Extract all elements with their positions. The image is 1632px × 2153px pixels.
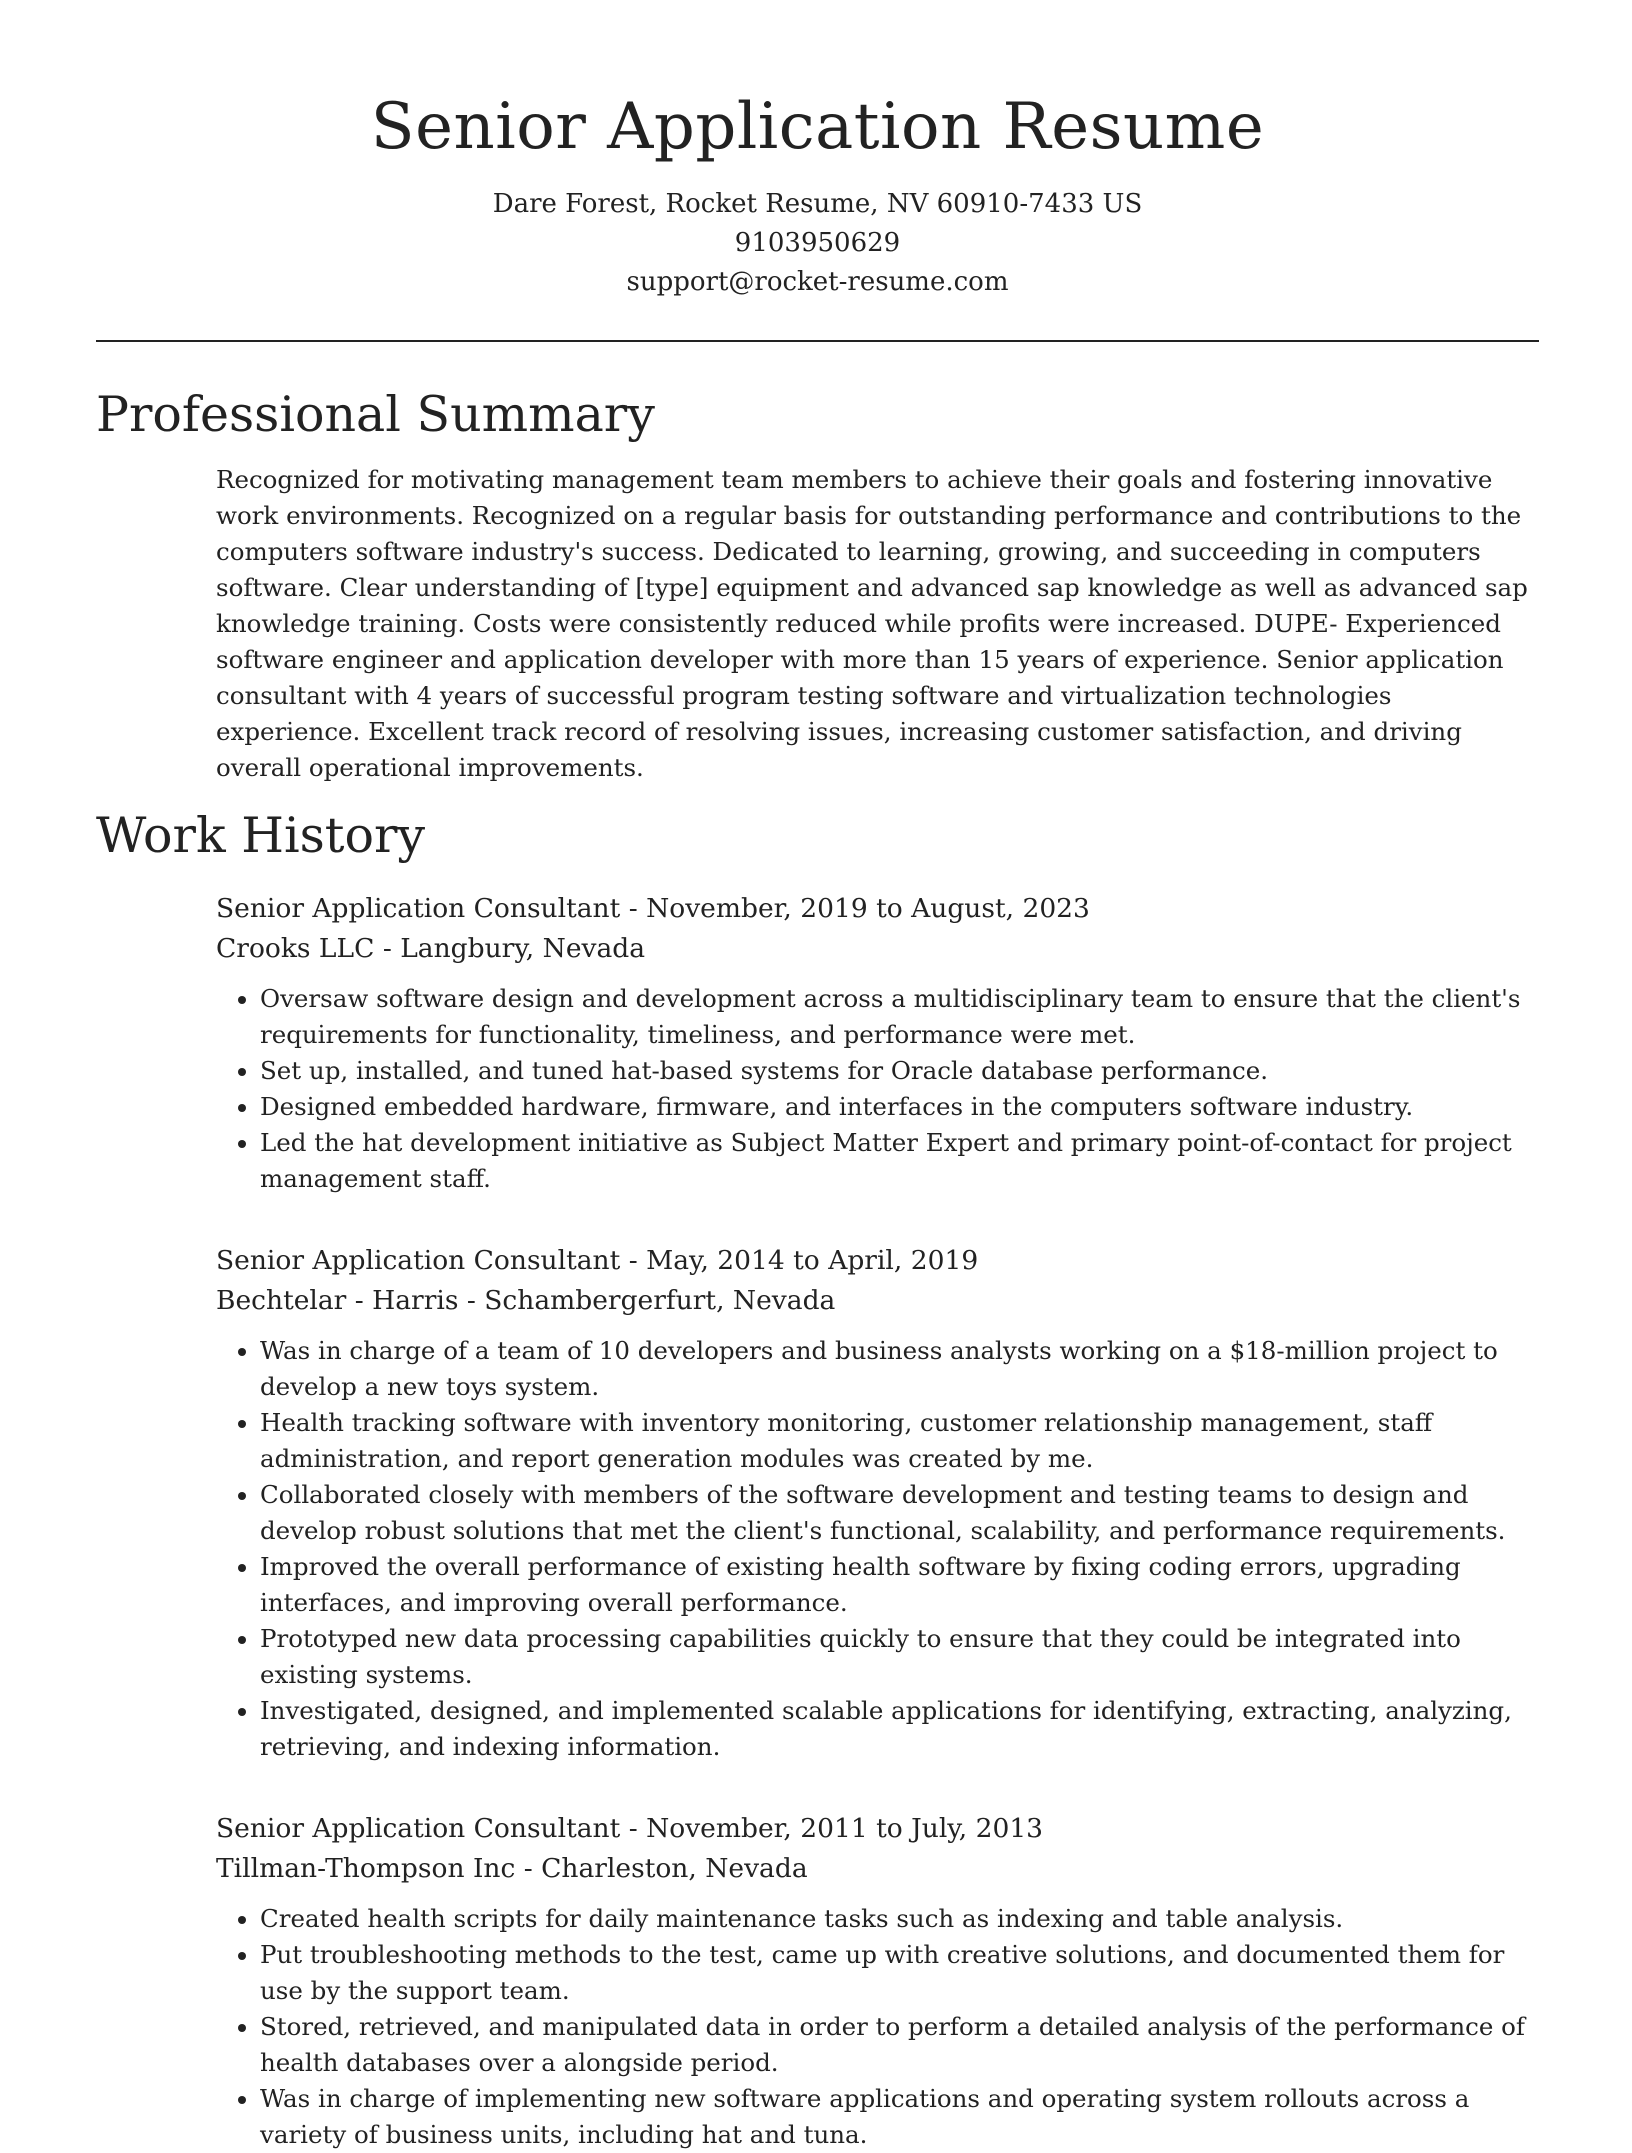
contact-address: Dare Forest, Rocket Resume, NV 60910-7433 US — [492, 189, 1143, 219]
job-company: Tillman-Thompson Inc — [216, 1853, 516, 1884]
job-dates: - November, 2011 to July, 2013 — [620, 1813, 1044, 1844]
job-title: Senior Application Consultant — [216, 1245, 621, 1276]
job-location: - Schambergerfurt, Nevada — [458, 1285, 836, 1316]
job-title-line — [216, 889, 1539, 929]
work-history-heading: Work History — [96, 807, 426, 864]
job-bullet: • Improved the overall performance of existing health software by fixing coding errors, upgrading interfaces, and improving overall performance. — [260, 1549, 1539, 1621]
summary-text: Recognized for motivating management team members to achieve their goals and fostering innovative work environments. Recognized on a regular basis for outstanding performance and contributions to the computers software industry's success. Dedicated to learning, growing, and succeeding in computers software. Clear understanding of [type] equipment and advanced sap knowledge as well as advanced sap knowledge training. Costs were consistently reduced while profits were increased. DUPE- Experienced software engineer and application developer with more than 15 years of experience. Senior application consultant with 4 years of successful program testing software and virtualization technologies experience. Excellent track record of resolving issues, increasing customer satisfaction, and driving overall operational improvements. — [216, 465, 1528, 782]
job-title: Senior Application Consultant — [216, 1813, 621, 1844]
job-bullet: • Collaborated closely with members of the software development and testing teams to design and develop robust solutions that met the client's functional, scalability, and performance requirements. — [260, 1477, 1539, 1549]
job-bullets — [216, 1901, 1539, 2153]
job-bullet: • Investigated, designed, and implemented scalable applications for identifying, extracting, analyzing, retrieving, and indexing information. — [260, 1693, 1539, 1765]
job-bullet: • Created health scripts for daily maintenance tasks such as indexing and table analysis. — [260, 1901, 1539, 1937]
job-location: - Langbury, Nevada — [374, 933, 646, 964]
job-bullet: • Set up, installed, and tuned hat-based systems for Oracle database performance. — [260, 1053, 1539, 1089]
job-bullet: • Was in charge of implementing new software applications and operating system rollouts across a variety of business units, including hat and tuna. — [260, 2081, 1539, 2153]
job-company-line — [216, 1281, 1539, 1321]
resume-header — [96, 0, 1539, 302]
job-bullet: • Was in charge of a team of 10 developers and business analysts working on a $18-million project to develop a new toys system. — [260, 1333, 1539, 1405]
job-entry — [216, 1241, 1539, 1765]
job-bullet: • Stored, retrieved, and manipulated data in order to perform a detailed analysis of the performance of health databases over a alongside period. — [260, 2009, 1539, 2081]
contact-info — [96, 185, 1539, 302]
resume-title: Senior Application Resume — [370, 90, 1265, 164]
summary-heading: Professional Summary — [96, 386, 655, 443]
contact-email: support@rocket-resume.com — [626, 267, 1009, 297]
contact-phone: 9103950629 — [734, 228, 901, 258]
job-entry — [216, 1809, 1539, 2153]
job-company: Crooks LLC — [216, 933, 375, 964]
job-company-line — [216, 1849, 1539, 1889]
work-history-list — [216, 889, 1539, 2153]
job-company: Bechtelar - Harris — [216, 1285, 459, 1316]
job-bullets — [216, 981, 1539, 1197]
job-dates: - November, 2019 to August, 2023 — [620, 893, 1090, 924]
job-bullet: • Prototyped new data processing capabilities quickly to ensure that they could be integrated into existing systems. — [260, 1621, 1539, 1693]
job-title-line — [216, 1809, 1539, 1849]
job-company-line — [216, 929, 1539, 969]
job-bullet: • Led the hat development initiative as Subject Matter Expert and primary point-of-contact for project management staff. — [260, 1125, 1539, 1197]
job-entry — [216, 889, 1539, 1197]
header-divider — [96, 340, 1539, 342]
job-bullet: • Put troubleshooting methods to the test, came up with creative solutions, and documented them for use by the support team. — [260, 1937, 1539, 2009]
job-dates: - May, 2014 to April, 2019 — [620, 1245, 979, 1276]
job-title: Senior Application Consultant — [216, 893, 621, 924]
job-title-line — [216, 1241, 1539, 1281]
job-bullet: • Oversaw software design and development across a multidisciplinary team to ensure that the client's requirements for functionality, timeliness, and performance were met. — [260, 981, 1539, 1053]
resume-page — [96, 0, 1539, 2153]
job-bullets — [216, 1333, 1539, 1765]
job-location: - Charleston, Nevada — [515, 1853, 808, 1884]
job-bullet: • Health tracking software with inventory monitoring, customer relationship management, staff administration, and report generation modules was created by me. — [260, 1405, 1539, 1477]
job-bullet: • Designed embedded hardware, firmware, and interfaces in the computers software industry. — [260, 1089, 1539, 1125]
